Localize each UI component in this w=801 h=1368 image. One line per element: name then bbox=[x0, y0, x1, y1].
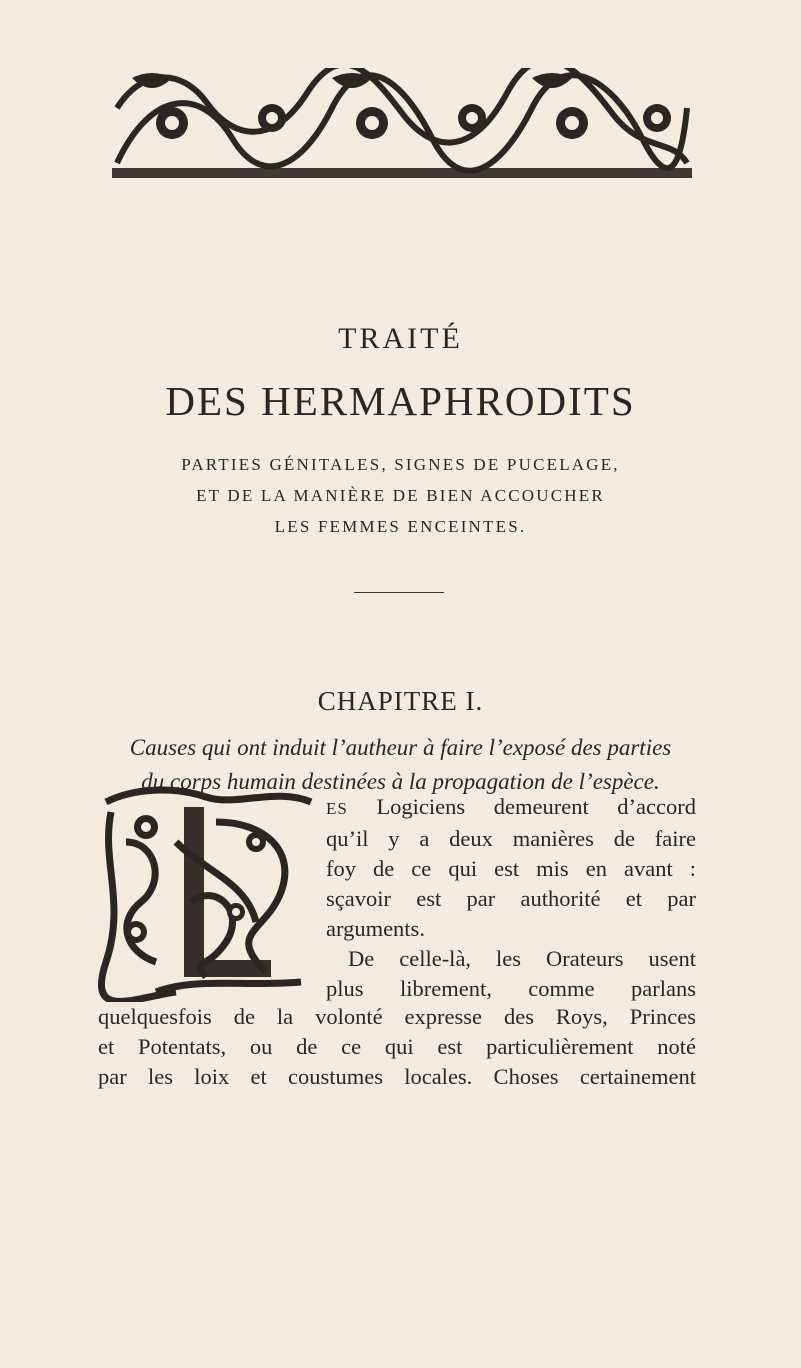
text-line-8: quelquesfois de la volonté expresse des Roys, Princes bbox=[98, 1004, 696, 1029]
chapter-title: CHAPITRE I. bbox=[317, 686, 484, 716]
subtitle-line-3: LES FEMMES ENCEINTES. bbox=[274, 517, 527, 536]
title-large: DES HERMAPHRODITS bbox=[165, 378, 636, 424]
drop-initial-letter: L bbox=[96, 782, 97, 783]
text-line-9: et Potentats, ou de ce qui est particulièrement noté bbox=[98, 1034, 696, 1059]
text-line-3: foy de ce qui est mis en avant : bbox=[326, 856, 696, 881]
text-line-6: De celle-là, les Orateurs usent bbox=[348, 946, 696, 971]
title-small: TRAITÉ bbox=[338, 322, 463, 355]
text-line-10: par les loix et coustumes locales. Choses certainement bbox=[98, 1064, 696, 1089]
chapter-summary-line-2: du corps humain destinées à la propagation de l’espèce. bbox=[141, 769, 660, 794]
divider-rule bbox=[354, 592, 444, 593]
chapter-summary-line-1: Causes qui ont induit l’autheur à faire l’exposé des parties bbox=[129, 735, 672, 760]
text-line-5: arguments. bbox=[326, 916, 425, 941]
ornamental-headpiece bbox=[112, 68, 692, 178]
subtitle-line-2: ET DE LA MANIÈRE DE BIEN ACCOUCHER bbox=[196, 486, 605, 505]
decorated-initial bbox=[96, 782, 316, 1002]
text-line bbox=[326, 792, 696, 824]
body-text-full bbox=[98, 1002, 696, 1092]
text-line-2: qu’il y a deux manières de faire bbox=[326, 826, 696, 851]
subtitle-line-1: PARTIES GÉNITALES, SIGNES DE PUCELAGE, bbox=[181, 455, 620, 474]
text-line-4: sçavoir est par authorité et par bbox=[326, 886, 696, 911]
body-text-indented bbox=[326, 792, 696, 1004]
text-line-1: Logiciens demeurent d’accord bbox=[376, 794, 696, 819]
text-line-7: plus librement, comme parlans bbox=[326, 976, 696, 1001]
first-word-rest: ES bbox=[326, 799, 348, 818]
